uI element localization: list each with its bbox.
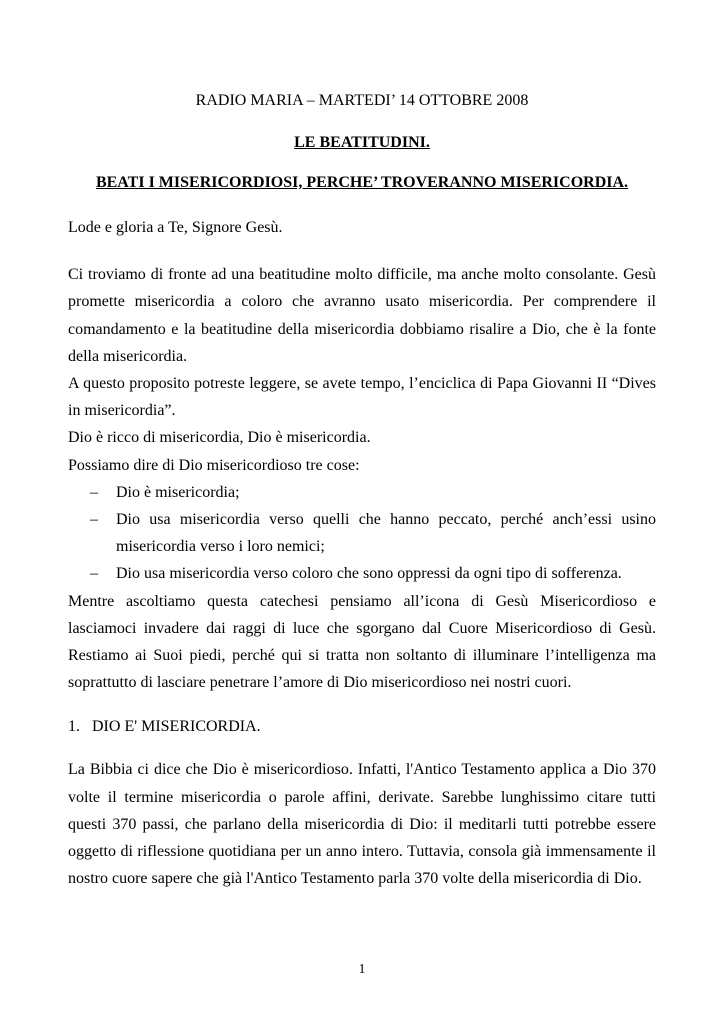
document-title: LE BEATITUDINI. [294,134,430,151]
mercy-list [68,479,656,588]
document-subtitle: BEATI I MISERICORDIOSI, PERCHE’ TROVERANNO MISERICORDIA. [95,174,629,191]
list-item [68,479,656,506]
encyclical-paragraph: A questo proposito potreste leggere, se avete tempo, l’enciclica di Papa Giovanni II “Dives in misericordia”. [68,375,656,420]
list-dash-marker: – [90,511,98,529]
section-title: DIO E' MISERICORDIA. [92,718,261,736]
rich-in-mercy-line: Dio è ricco di misericordia, Dio è misericordia. [68,429,371,447]
page-content [68,88,656,892]
page-number: 1 [358,962,366,977]
list-item [68,560,656,587]
list-item-text: Dio usa misericordia verso quelli che hanno peccato, perché anch’essi usino misericordia verso i loro nemici; [116,511,656,556]
section-heading [68,714,656,740]
broadcast-header: RADIO MARIA – MARTEDI’ 14 OTTOBRE 2008 [195,92,529,109]
list-item-text: Dio è misericordia; [116,483,240,501]
list-dash-marker: – [90,483,98,501]
greeting-paragraph: Lode e gloria a Te, Signore Gesù. [68,219,283,236]
list-dash-marker: – [90,565,98,583]
closing-paragraph: Mentre ascoltiamo questa catechesi pensiamo all’icona di Gesù Misericordioso e lasciamoci invadere dai raggi di luce che sgorgano dal Cuore Misericordioso di Gesù. Restiamo ai Suoi piedi, perché qui si tratta non soltanto di illuminare l’intelligenza ma soprattutto di lasciare penetrare l’amore di Dio misericordioso nei nostri cuori. [68,592,656,692]
three-things-line: Possiamo dire di Dio misericordioso tre cose: [68,456,360,474]
section-paragraph: La Bibbia ci dice che Dio è misericordioso. Infatti, l'Antico Testamento applica a Dio 370 volte il termine misericordia o parole affini, derivate. Sarebbe lunghissimo citare tutti questi 370 passi, che parlano della misericordia di Dio: il meditarli tutti potrebbe essere oggetto di riflessione quotidiana per un anno intero. Tuttavia, consola già immensamente il nostro cuore sapere che già l'Antico Testamento parla 370 volte della misericordia di Dio. [68,761,656,888]
intro-paragraph: Ci troviamo di fronte ad una beatitudine molto difficile, ma anche molto consolante. Gesù promette misericordia a coloro che avranno usato misericordia. Per comprendere il comandamento e la beatitudine della misericordia dobbiamo risalire a Dio, che è la fonte della misericordia. [68,266,656,365]
list-item-text: Dio usa misericordia verso coloro che sono oppressi da ogni tipo di sofferenza. [116,565,622,583]
section-number: 1. [68,718,80,736]
list-item [68,506,656,560]
